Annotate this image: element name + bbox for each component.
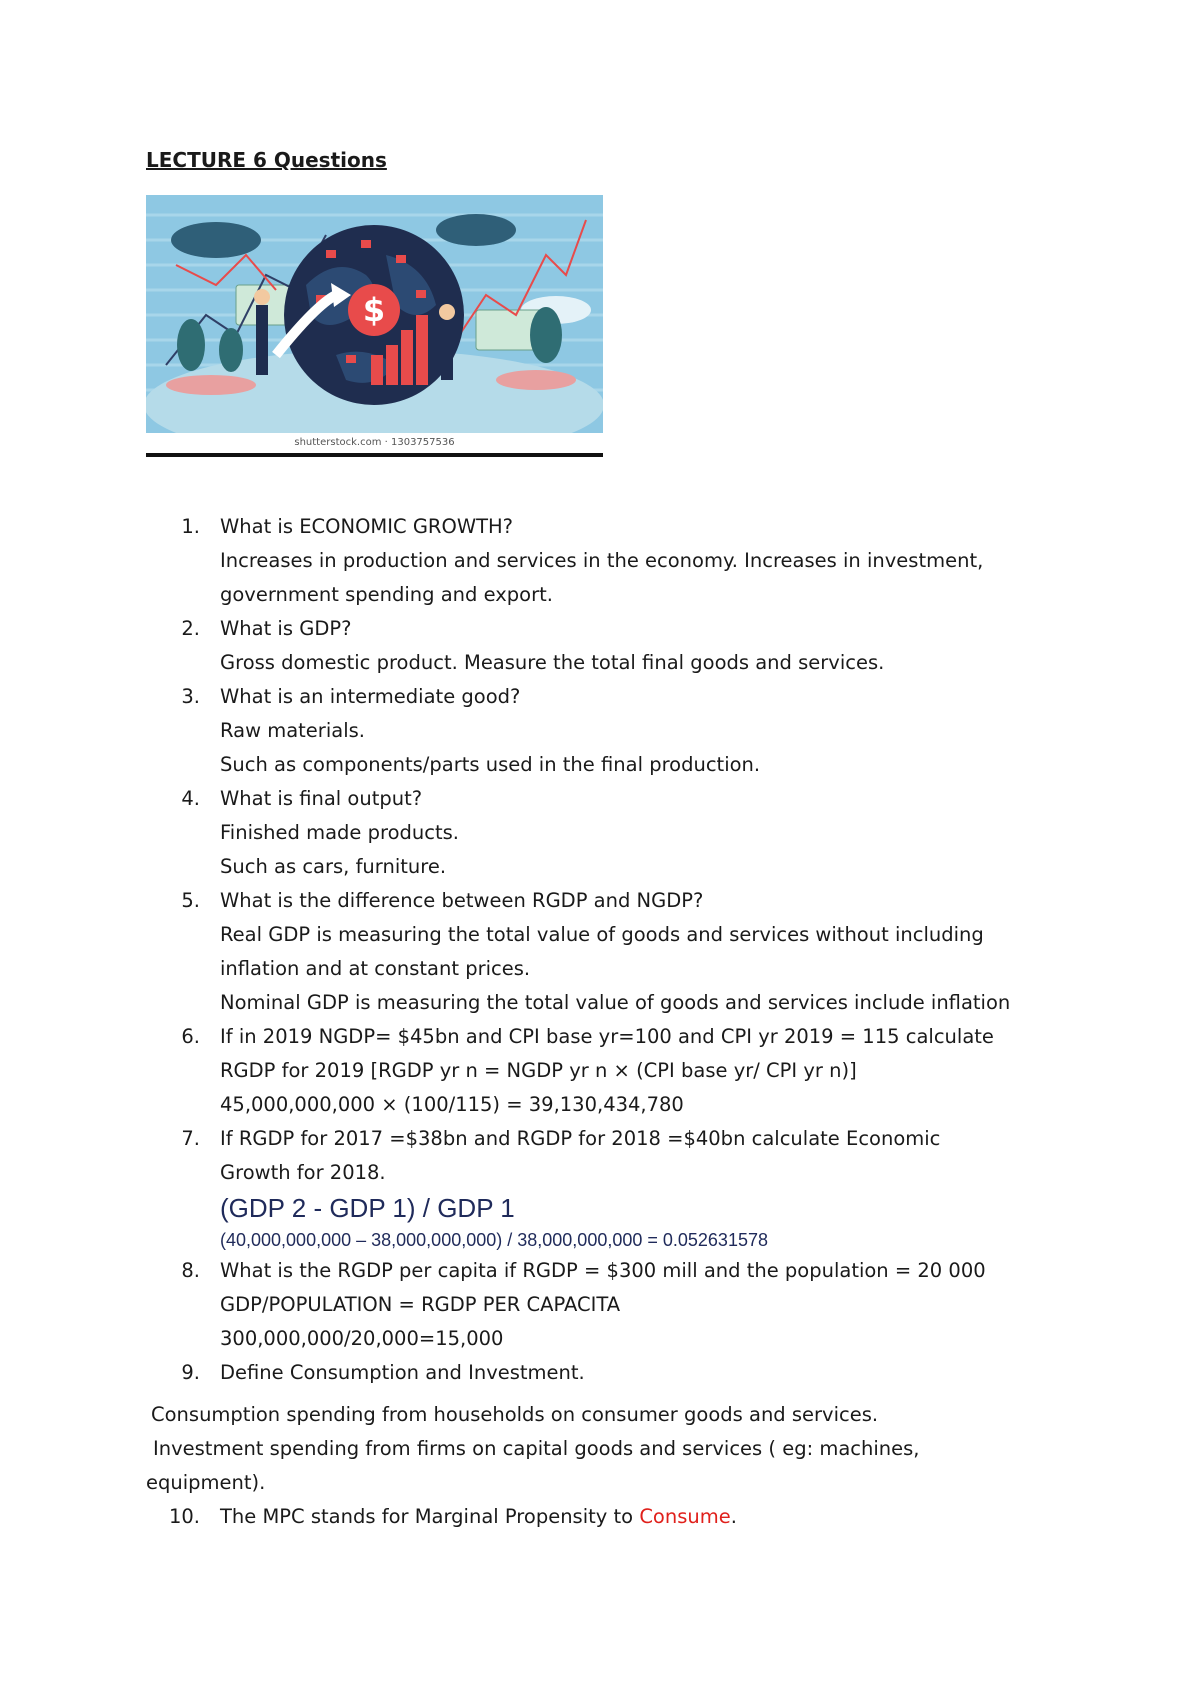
answer-line: Gross domestic product. Measure the total final goods and services. xyxy=(220,651,885,674)
svg-text:$: $ xyxy=(362,291,386,329)
page-title: LECTURE 6 Questions xyxy=(146,148,387,172)
question-text: If in 2019 NGDP= $45bn and CPI base yr=100 and CPI yr 2019 = 115 calculate xyxy=(220,1025,994,1048)
question-text: What is the RGDP per capita if RGDP = $300 mill and the population = 20 000 xyxy=(220,1259,986,1282)
question-10-row xyxy=(146,1500,1066,1534)
question-10-end: . xyxy=(730,1505,737,1528)
answer-line: Real GDP is measuring the total value of goods and services without including xyxy=(220,923,984,946)
question-text: Define Consumption and Investment. xyxy=(220,1361,585,1384)
answer-line: Increases in production and services in the economy. Increases in investment, xyxy=(220,549,984,572)
question-3 xyxy=(146,680,1066,782)
answer-line: equipment). xyxy=(146,1471,266,1494)
answer-line: GDP/POPULATION = RGDP PER CAPACITA xyxy=(220,1293,621,1316)
question-number: 3. xyxy=(181,685,200,708)
answer-line: 300,000,000/20,000=15,000 xyxy=(220,1327,504,1350)
question-text: If RGDP for 2017 =$38bn and RGDP for 2018 =$40bn calculate Economic xyxy=(220,1127,941,1150)
question-10-text: The MPC stands for Marginal Propensity to xyxy=(220,1505,640,1528)
answer-line: government spending and export. xyxy=(220,583,553,606)
question-text: What is the difference between RGDP and NGDP? xyxy=(220,889,704,912)
question-number: 6. xyxy=(181,1025,200,1048)
growth-formula: (GDP 2 - GDP 1) / GDP 1 xyxy=(220,1193,515,1223)
question-number: 7. xyxy=(181,1127,200,1150)
growth-calculation: (40,000,000,000 – 38,000,000,000) / 38,000,000,000 = 0.052631578 xyxy=(220,1230,768,1250)
economic-growth-illustration xyxy=(146,195,603,457)
question-10 xyxy=(146,1500,1066,1534)
question-9 xyxy=(146,1356,1066,1390)
question-1 xyxy=(146,510,1066,612)
question-2 xyxy=(146,612,1066,680)
question-text: What is an intermediate good? xyxy=(220,685,521,708)
answer-line: 45,000,000,000 × (100/115) = 39,130,434,780 xyxy=(220,1093,684,1116)
question-text: What is ECONOMIC GROWTH? xyxy=(220,515,514,538)
question-5 xyxy=(146,884,1066,1020)
question-8 xyxy=(146,1254,1066,1356)
answer-line: inflation and at constant prices. xyxy=(220,957,531,980)
question-number: 10. xyxy=(168,1505,200,1528)
answer-line: Raw materials. xyxy=(220,719,365,742)
answer-line: Investment spending from firms on capital goods and services ( eg: machines, xyxy=(153,1437,920,1460)
illustration-graphic xyxy=(146,195,603,457)
question-text: RGDP for 2019 [RGDP yr n = NGDP yr n × (CPI base yr/ CPI yr n)] xyxy=(220,1059,857,1082)
answer-line: Such as cars, furniture. xyxy=(220,855,447,878)
question-number: 2. xyxy=(181,617,200,640)
question-number: 9. xyxy=(181,1361,200,1384)
question-text xyxy=(220,1500,1066,1534)
question-7 xyxy=(146,1122,1066,1254)
answer-paragraph xyxy=(146,1398,1066,1500)
answer-line: Consumption spending from households on consumer goods and services. xyxy=(151,1403,879,1426)
question-text: What is final output? xyxy=(220,787,423,810)
highlighted-answer: Consume xyxy=(639,1505,731,1528)
question-number: 4. xyxy=(181,787,200,810)
question-4 xyxy=(146,782,1066,884)
image-credit: shutterstock.com · 1303757536 xyxy=(294,437,455,448)
answer-line: Finished made products. xyxy=(220,821,459,844)
questions-list xyxy=(146,510,1066,1390)
question-6 xyxy=(146,1020,1066,1122)
answer-line: Such as components/parts used in the final production. xyxy=(220,753,761,776)
question-number: 1. xyxy=(181,515,200,538)
question-number: 8. xyxy=(181,1259,200,1282)
question-text: What is GDP? xyxy=(220,617,352,640)
answer-line: Nominal GDP is measuring the total value of goods and services include inflation xyxy=(220,991,1011,1014)
question-number: 5. xyxy=(181,889,200,912)
question-text: Growth for 2018. xyxy=(220,1161,386,1184)
